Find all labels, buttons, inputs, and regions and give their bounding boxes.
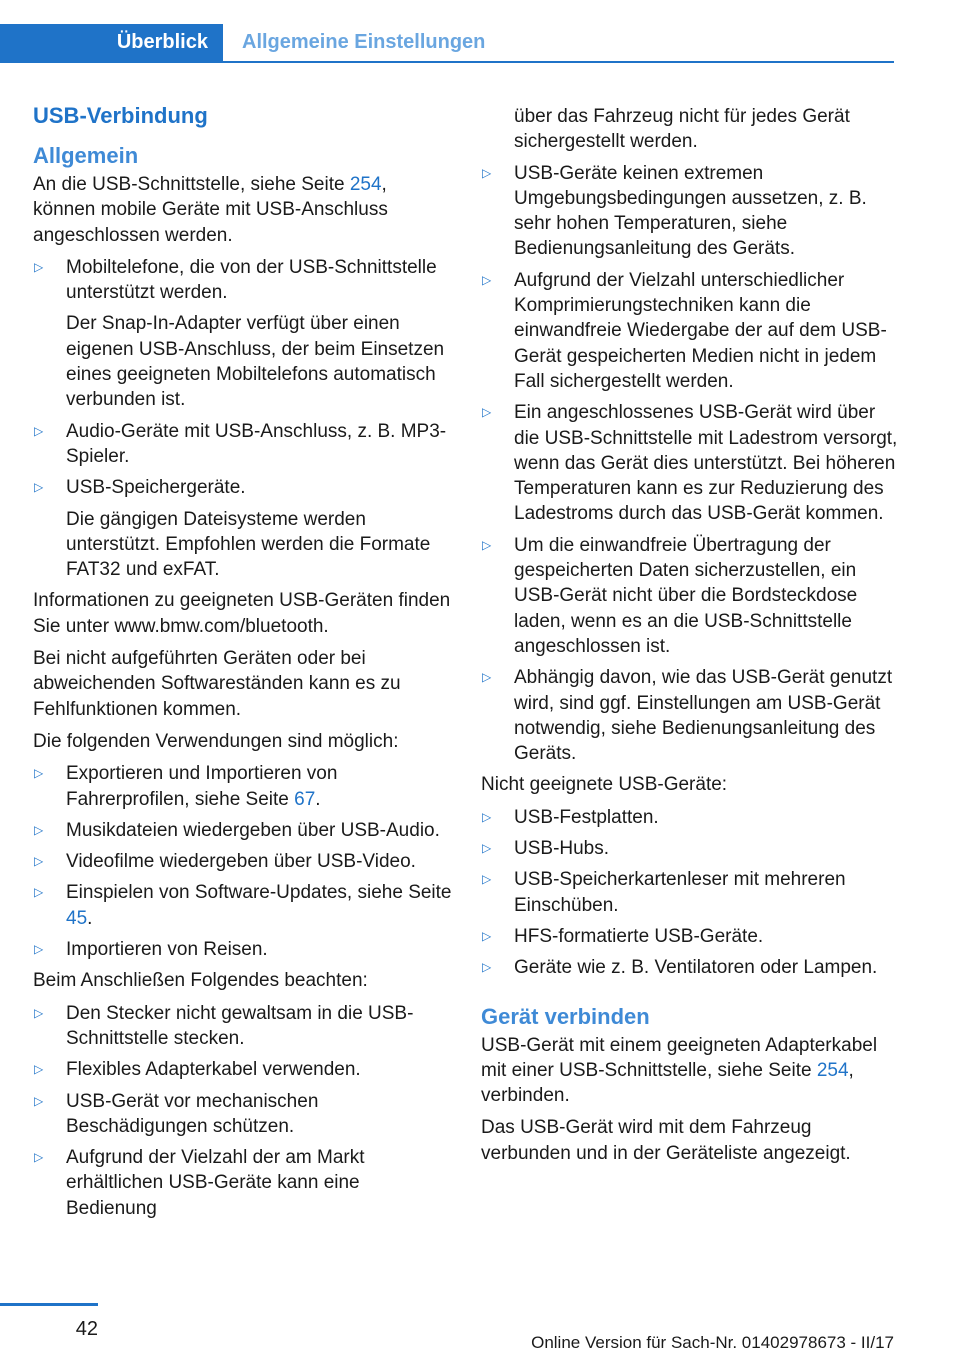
right-column bbox=[481, 104, 901, 1173]
list-item-continuation: über das Fahrzeug nicht für jedes Gerät sichergestellt werden. bbox=[514, 106, 850, 153]
list-item: ▷ Um die einwandfreie Übertragung der gespeicherten Daten sicherzustellen, ein USB-Gerät nicht über die Bordsteckdose laden, wenn es an die USB-Schnittstelle angeschlossen ist. bbox=[482, 534, 858, 657]
notes-intro: Beim Anschließen Folgendes beachten: bbox=[33, 970, 368, 992]
triangle-bullet-icon: ▷ bbox=[34, 885, 44, 900]
list-item: ▷ USB-Speichergeräte. Die gängigen Dateisysteme werden unterstützt. Empfohlen werden die Formate FAT32 und exFAT. bbox=[34, 477, 431, 581]
list-item: ▷ Den Stecker nicht gewaltsam in die USB-Schnittstelle stecken. bbox=[34, 1002, 414, 1049]
intro-paragraph: An die USB-Schnittstelle, siehe Seite 254, können mobile Geräte mit USB-Anschluss angeschlossen werden. bbox=[33, 174, 388, 246]
list-item: ▷ HFS-formatierte USB-Geräte. bbox=[482, 925, 764, 947]
list-item: ▷ Importieren von Reisen. bbox=[34, 939, 268, 961]
triangle-bullet-icon: ▷ bbox=[482, 537, 492, 552]
connect-result-paragraph: Das USB-Gerät wird mit dem Fahrzeug verbunden und in der Geräteliste angezeigt. bbox=[481, 1117, 851, 1164]
triangle-bullet-icon: ▷ bbox=[34, 1093, 44, 1108]
notes-list bbox=[33, 1001, 453, 1221]
triangle-bullet-icon: ▷ bbox=[34, 1062, 44, 1077]
subsection-title-general: Allgemein bbox=[33, 143, 139, 168]
list-item: ▷ Aufgrund der Vielzahl der am Markt erhältlichen USB-Geräte kann eine Bedienung bbox=[34, 1147, 365, 1219]
triangle-bullet-icon: ▷ bbox=[34, 1005, 44, 1020]
connect-paragraph: USB-Gerät mit einem geeigneten Adapterkabel mit einer USB-Schnittstelle, siehe Seite 254, verbinden. bbox=[481, 1034, 878, 1107]
page-link-45[interactable]: 45 bbox=[66, 907, 88, 929]
triangle-bullet-icon: ▷ bbox=[34, 480, 44, 495]
triangle-bullet-icon: ▷ bbox=[482, 165, 492, 180]
triangle-bullet-icon: ▷ bbox=[482, 809, 492, 824]
info-paragraph: Informationen zu geeigneten USB-Geräten finden Sie unter www.bmw.com/bluetooth. bbox=[33, 590, 451, 637]
list-item: ▷ USB-Geräte keinen extremen Umgebungsbedingungen aussetzen, z. B. sehr hohen Temperaturen, siehe Bedienungsanleitung des Geräts. bbox=[482, 162, 867, 260]
list-item: ▷ Geräte wie z. B. Ventilatoren oder Lampen. bbox=[482, 957, 878, 979]
footer-rule bbox=[0, 1303, 98, 1306]
list-item: ▷ Aufgrund der Vielzahl unterschiedlicher Komprimierungstechniken kann die einwandfreie Wiedergabe der auf dem USB-Gerät gespeicherten Medien nicht in jedem Fall sichergestellt werden. bbox=[482, 269, 887, 392]
list-item: ▷ Audio-Geräte mit USB-Anschluss, z. B. MP3-Spieler. bbox=[34, 420, 447, 467]
unsuitable-intro: Nicht geeignete USB-Geräte: bbox=[481, 774, 728, 796]
triangle-bullet-icon: ▷ bbox=[34, 854, 44, 869]
list-item: ▷ Ein angeschlossenes USB-Gerät wird über die USB-Schnittstelle mit Ladestrom versorgt, wenn das Gerät dies unterstützt. Bei höheren Temperaturen kann es zur Reduzierung des Ladestroms durch das USB-Gerät kommen. bbox=[482, 402, 898, 525]
triangle-bullet-icon: ▷ bbox=[482, 272, 492, 287]
page-link-67[interactable]: 67 bbox=[294, 788, 316, 810]
subsection-title-connect: Gerät verbinden bbox=[481, 1003, 650, 1029]
triangle-bullet-icon: ▷ bbox=[34, 259, 44, 274]
tab-general-settings[interactable]: Allgemeine Einstellungen bbox=[242, 31, 486, 53]
triangle-bullet-icon: ▷ bbox=[482, 405, 492, 420]
triangle-bullet-icon: ▷ bbox=[482, 670, 492, 685]
unsuitable-list bbox=[481, 805, 901, 981]
triangle-bullet-icon: ▷ bbox=[34, 1150, 44, 1165]
online-version-note: Online Version für Sach-Nr. 01402978673 - II/17 bbox=[531, 1333, 894, 1352]
list-item: ▷ USB-Speicherkartenleser mit mehreren Einschüben. bbox=[482, 869, 846, 916]
triangle-bullet-icon: ▷ bbox=[482, 872, 492, 887]
page-number: 42 bbox=[75, 1318, 98, 1340]
page-link-254[interactable]: 254 bbox=[349, 174, 382, 195]
list-item: ▷ USB-Hubs. bbox=[482, 838, 610, 860]
left-column bbox=[33, 98, 453, 1227]
list-item: ▷ Videofilme wiedergeben über USB-Video. bbox=[34, 851, 416, 873]
list-item: ▷ Mobiltelefone, die von der USB-Schnittstelle unterstützt werden. Der Snap-In-Adapter verfügt über einen eigenen USB-Anschluss, der beim Einsetzen eines geeigneten Mobiltelefons automatisch verbunden ist. bbox=[34, 256, 445, 411]
triangle-bullet-icon: ▷ bbox=[482, 841, 492, 856]
list-item: ▷ USB-Festplatten. bbox=[482, 806, 659, 828]
uses-list bbox=[33, 761, 453, 962]
notes-list-continued bbox=[481, 104, 901, 766]
list-item: ▷ Musikdateien wiedergeben über USB-Audio. bbox=[34, 819, 440, 841]
list-item: ▷ Flexibles Adapterkabel verwenden. bbox=[34, 1059, 361, 1081]
triangle-bullet-icon: ▷ bbox=[34, 423, 44, 438]
section-title: USB-Verbindung bbox=[33, 103, 208, 128]
list-item: ▷ Exportieren und Importieren von Fahrerprofilen, siehe Seite 67. bbox=[34, 763, 338, 810]
tab-overview[interactable]: Überblick bbox=[0, 24, 223, 61]
triangle-bullet-icon: ▷ bbox=[34, 942, 44, 957]
triangle-bullet-icon: ▷ bbox=[482, 928, 492, 943]
list-item: ▷ Abhängig davon, wie das USB-Gerät genutzt wird, sind ggf. Einstellungen am USB-Gerät notwendig, siehe Bedienungsanleitung des Geräts. bbox=[482, 667, 893, 765]
list-item: ▷ USB-Gerät vor mechanischen Beschädigungen schützen. bbox=[34, 1090, 319, 1137]
device-list bbox=[33, 255, 453, 583]
triangle-bullet-icon: ▷ bbox=[34, 822, 44, 837]
triangle-bullet-icon: ▷ bbox=[482, 960, 492, 975]
page-link-254[interactable]: 254 bbox=[816, 1059, 849, 1081]
list-item: ▷ Einspielen von Software-Updates, siehe Seite 45. bbox=[34, 882, 452, 929]
triangle-bullet-icon: ▷ bbox=[34, 766, 44, 781]
warning-paragraph: Bei nicht aufgeführten Geräten oder bei abweichenden Softwareständen kann es zu Fehlfunktionen kommen. bbox=[33, 648, 401, 720]
uses-intro: Die folgenden Verwendungen sind möglich: bbox=[33, 730, 399, 752]
header-tabbar bbox=[0, 24, 894, 63]
